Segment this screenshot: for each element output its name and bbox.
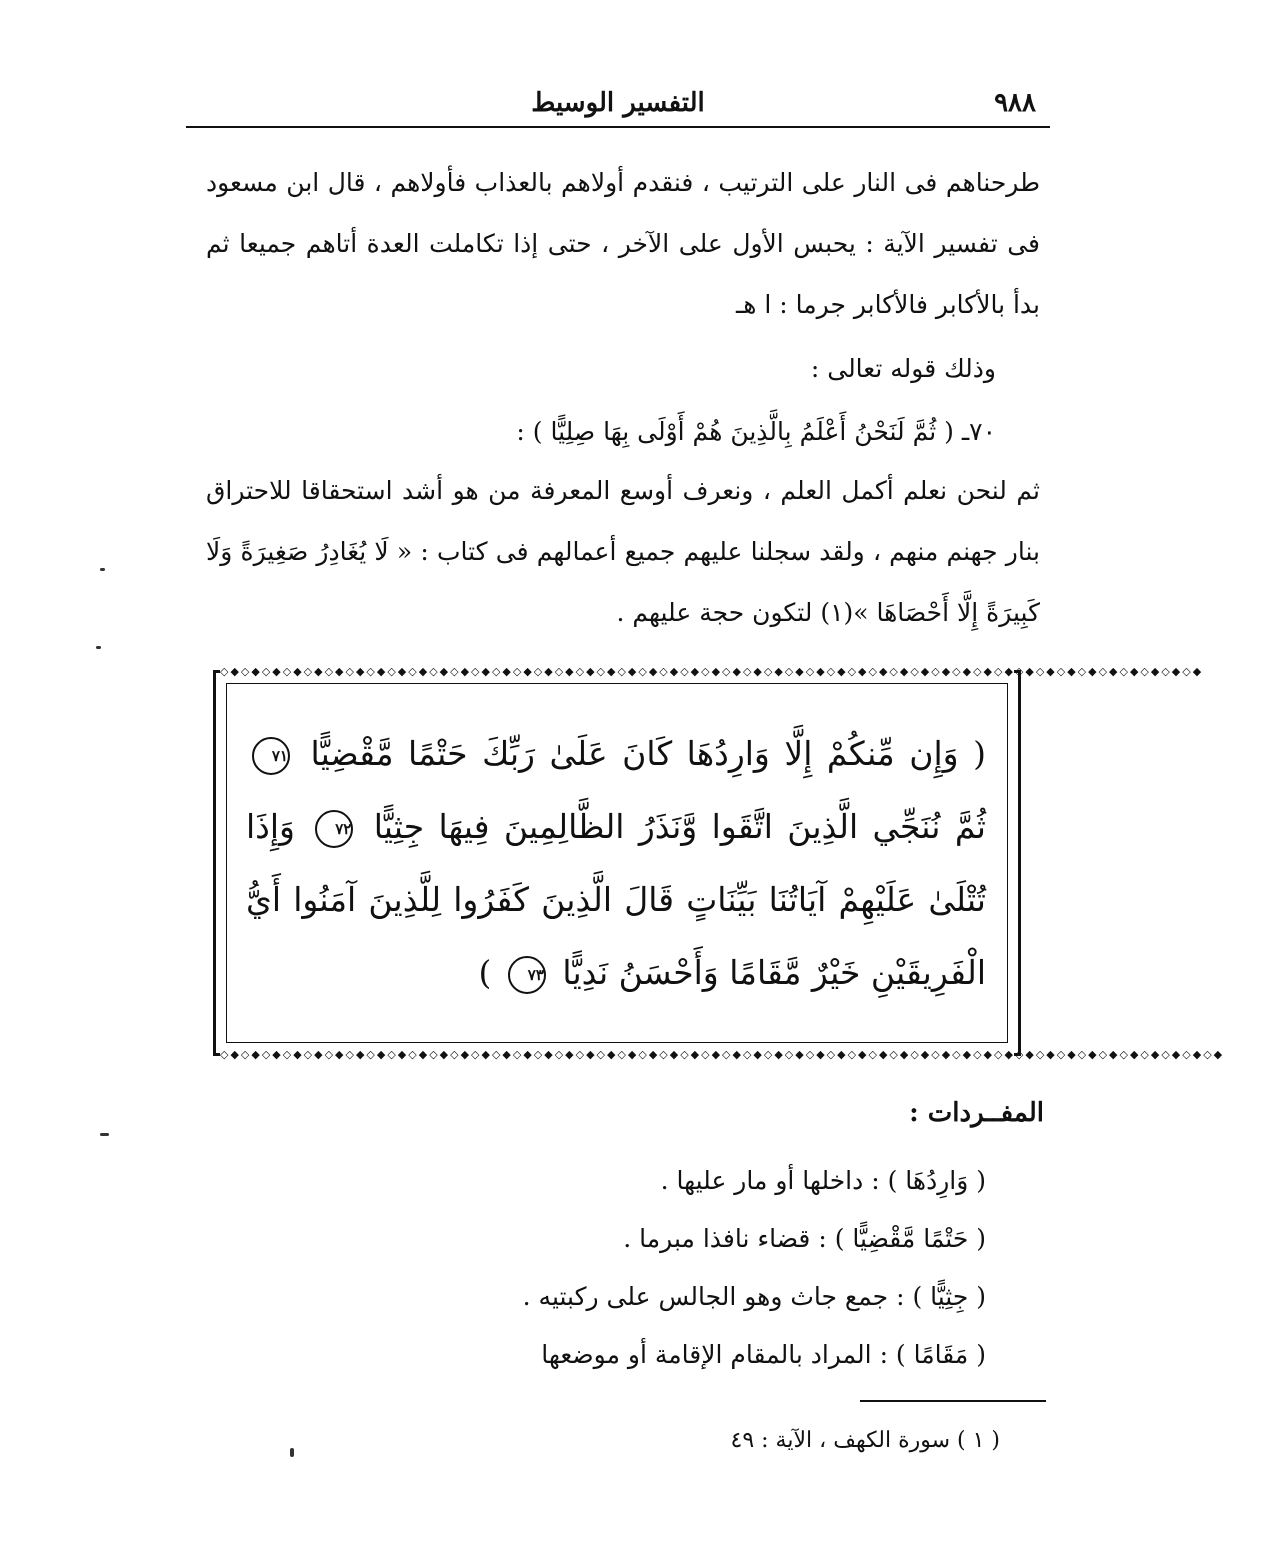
page-number: ٩٨٨	[994, 88, 1036, 118]
vocabulary-heading: المفــردات :	[909, 1098, 1044, 1128]
quran-close-bracket: )	[478, 953, 492, 992]
intro-line: وذلك قوله تعالى :	[810, 354, 996, 383]
footnote-rule	[860, 1400, 1046, 1402]
ayah-number-marker: ٧٣	[508, 956, 546, 994]
running-title: التفسير الوسيط	[531, 88, 705, 118]
vocabulary-item: ( وَارِدُهَا ) : داخلها أو مار عليها .	[660, 1166, 986, 1195]
ayah-number-marker: ٧١	[252, 737, 290, 775]
vocabulary-item: ( جِثِيًّا ) : جمع جاث وهو الجالس على ركبتيه .	[522, 1282, 986, 1311]
quran-verse-box	[213, 665, 1225, 1061]
paragraph-2: ثم لنحن نعلم أكمل العلم ، ونعرف أوسع المعرفة من هو أشد استحقاقا للاحتراق بنار جهنم منهم ، ولقد سجلنا عليهم جميع أعمالهم فى كتاب : « لَا يُغَادِرُ صَغِيرَةً وَلَا كَبِيرَةً إِلَّا أَحْصَاهَا »(١) لتكون حجة عليهم .	[206, 476, 1040, 627]
verse-70-heading: ٧٠ـ ( ثُمَّ لَنَحْنُ أَعْلَمُ بِالَّذِينَ هُمْ أَوْلَى بِهَا صِلِيًّا ) :	[516, 417, 996, 446]
page-header	[186, 86, 1050, 128]
footnote: ( ١ ) سورة الكهف ، الآية : ٤٩	[730, 1428, 1000, 1453]
ayah-number-marker: ٧٢	[315, 810, 353, 848]
scan-speck	[100, 568, 105, 571]
quran-segment-71: وَإِن مِّنكُمْ إِلَّا وَارِدُهَا كَانَ عَلَىٰ رَبِّكَ حَتْمًا مَّقْضِيًّا	[310, 734, 959, 773]
scan-speck	[96, 646, 101, 649]
scan-speck	[100, 1133, 109, 1136]
scan-speck	[290, 1448, 294, 1457]
quran-segment-72: ثُمَّ نُنَجِّي الَّذِينَ اتَّقَوا وَّنَذَرُ الظَّالِمِينَ فِيهَا جِثِيًّا	[373, 807, 986, 846]
quran-segment-73: وَإِذَا تُتْلَىٰ عَلَيْهِمْ آيَاتُنَا بَيِّنَاتٍ قَالَ الَّذِينَ كَفَرُوا لِلَّذِينَ آمَنُوا أَيُّ الْفَرِيقَيْنِ خَيْرٌ مَّقَامًا وَأَحْسَنُ نَدِيًّا	[246, 807, 986, 992]
vocabulary-item: ( مَقَامًا ) : المراد بالمقام الإقامة أو موضعها	[541, 1340, 986, 1369]
paragraph-1: طرحناهم فى النار على الترتيب ، فنقدم أولاهم بالعذاب فأولاهم ، قال ابن مسعود فى تفسير الآية : يحبس الأول على الآخر ، حتى إذا تكاملت العدة أتاهم جميعا ثم بدأ بالأكابر فالأكابر جرما : ا هـ	[206, 168, 1040, 319]
vocabulary-item: ( حَتْمًا مَّقْضِيًّا ) : قضاء نافذا مبرما .	[623, 1224, 986, 1253]
quran-text	[246, 717, 986, 1009]
quran-open-bracket: (	[973, 734, 986, 773]
vocabulary-list	[523, 1152, 986, 1384]
ornament-border-bottom: ◇◆◇◆◇◆◇◆◇◆◇◆◇◆◇◆◇◆◇◆◇◆◇◆◇◆◇◆◇◆◇◆◇◆◇◆◇◆◇◆◇◆◇◆◇◆◇◆◇◆◇◆◇◆◇◆◇◆◇◆◇◆◇◆◇◆◇◆◇◆◇◆◇◆◇◆◇◆◇◆◇◆◇◆◇◆◇◆◇◆◇◆◇◆◇◆	[220, 1048, 1225, 1061]
ornament-border-top: ◇◆◇◆◇◆◇◆◇◆◇◆◇◆◇◆◇◆◇◆◇◆◇◆◇◆◇◆◇◆◇◆◇◆◇◆◇◆◇◆◇◆◇◆◇◆◇◆◇◆◇◆◇◆◇◆◇◆◇◆◇◆◇◆◇◆◇◆◇◆◇◆◇◆◇◆◇◆◇◆◇◆◇◆◇◆◇◆◇◆◇◆◇◆	[220, 665, 1204, 678]
